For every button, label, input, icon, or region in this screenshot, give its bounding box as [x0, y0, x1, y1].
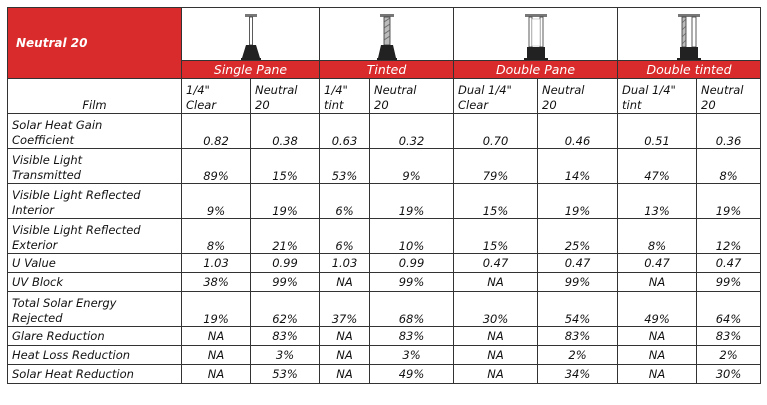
double-tinted-glass-icon	[674, 14, 704, 60]
table-cell: 0.36	[697, 114, 761, 149]
double-tinted-icon-cell	[618, 8, 761, 61]
tinted-icon-cell	[320, 8, 454, 61]
table-cell: 0.82	[182, 114, 251, 149]
table-cell: 0.51	[618, 114, 697, 149]
table-cell: 9%	[182, 184, 251, 219]
table-cell: NA	[320, 365, 370, 384]
table-cell: 34%	[538, 365, 618, 384]
film-label: Film	[8, 79, 182, 114]
row-label: Heat Loss Reduction	[8, 346, 182, 365]
group-double-pane: Double Pane	[454, 61, 618, 79]
table-row	[8, 149, 761, 184]
tinted-glass-icon	[374, 14, 400, 60]
table-cell: 0.47	[454, 254, 538, 273]
table-cell: 83%	[697, 327, 761, 346]
table-row	[8, 114, 761, 149]
table-cell: 3%	[370, 346, 454, 365]
table-cell: 53%	[320, 149, 370, 184]
table-cell: 19%	[538, 184, 618, 219]
table-cell: 99%	[370, 273, 454, 292]
table-cell: 8%	[618, 219, 697, 254]
table-cell: NA	[618, 327, 697, 346]
table-row	[8, 273, 761, 292]
table-cell: 30%	[697, 365, 761, 384]
table-cell: 83%	[251, 327, 320, 346]
header-image-row	[8, 8, 761, 61]
table-cell: NA	[320, 273, 370, 292]
table-row	[8, 219, 761, 254]
table-cell: 21%	[251, 219, 320, 254]
column-header-row	[8, 79, 761, 114]
table-cell: 0.70	[454, 114, 538, 149]
table-row	[8, 346, 761, 365]
table-row	[8, 292, 761, 327]
table-cell: 0.32	[370, 114, 454, 149]
column-header: Neutral 20	[370, 79, 454, 114]
table-cell: 6%	[320, 184, 370, 219]
table-cell: 19%	[370, 184, 454, 219]
group-tinted: Tinted	[320, 61, 454, 79]
spec-table-wrapper	[7, 7, 761, 384]
table-cell: 8%	[182, 219, 251, 254]
double-pane-glass-icon	[521, 14, 551, 60]
table-cell: 68%	[370, 292, 454, 327]
row-label: UV Block	[8, 273, 182, 292]
row-label: Solar Heat Reduction	[8, 365, 182, 384]
row-label: Visible Light Reflected Exterior	[8, 219, 182, 254]
table-cell: 15%	[454, 219, 538, 254]
table-cell: 12%	[697, 219, 761, 254]
table-cell: 19%	[697, 184, 761, 219]
table-cell: NA	[182, 346, 251, 365]
table-cell: 79%	[454, 149, 538, 184]
table-row	[8, 254, 761, 273]
table-cell: NA	[618, 365, 697, 384]
table-cell: 10%	[370, 219, 454, 254]
table-cell: NA	[454, 346, 538, 365]
table-cell: 0.47	[618, 254, 697, 273]
table-cell: NA	[182, 365, 251, 384]
table-cell: 13%	[618, 184, 697, 219]
table-cell: 0.99	[370, 254, 454, 273]
table-row	[8, 327, 761, 346]
table-cell: 14%	[538, 149, 618, 184]
table-cell: 38%	[182, 273, 251, 292]
table-cell: 1.03	[182, 254, 251, 273]
row-label: U Value	[8, 254, 182, 273]
table-cell: NA	[454, 365, 538, 384]
table-cell: 19%	[182, 292, 251, 327]
table-cell: 47%	[618, 149, 697, 184]
row-label: Total Solar Energy Rejected	[8, 292, 182, 327]
table-cell: 99%	[697, 273, 761, 292]
table-cell: 2%	[697, 346, 761, 365]
table-cell: 49%	[618, 292, 697, 327]
row-label: Solar Heat Gain Coefficient	[8, 114, 182, 149]
single-pane-glass-icon	[238, 14, 264, 60]
column-header: Neutral 20	[251, 79, 320, 114]
row-label: Visible Light Reflected Interior	[8, 184, 182, 219]
table-row	[8, 184, 761, 219]
double-pane-icon-cell	[454, 8, 618, 61]
table-cell: NA	[320, 327, 370, 346]
table-cell: 15%	[454, 184, 538, 219]
table-title: Neutral 20	[8, 8, 182, 79]
table-row	[8, 365, 761, 384]
table-cell: 25%	[538, 219, 618, 254]
column-header: Neutral 20	[538, 79, 618, 114]
table-cell: 3%	[251, 346, 320, 365]
table-cell: 0.46	[538, 114, 618, 149]
group-double-tinted: Double tinted	[618, 61, 761, 79]
spec-table	[7, 7, 761, 384]
table-cell: 64%	[697, 292, 761, 327]
table-cell: NA	[618, 273, 697, 292]
column-header: Dual 1/4" tint	[618, 79, 697, 114]
table-cell: 0.99	[251, 254, 320, 273]
table-cell: 0.63	[320, 114, 370, 149]
column-header: Neutral 20	[697, 79, 761, 114]
table-cell: 30%	[454, 292, 538, 327]
table-cell: 99%	[538, 273, 618, 292]
table-cell: NA	[320, 346, 370, 365]
table-cell: 1.03	[320, 254, 370, 273]
table-cell: 2%	[538, 346, 618, 365]
table-cell: 99%	[251, 273, 320, 292]
row-label: Glare Reduction	[8, 327, 182, 346]
table-cell: NA	[454, 327, 538, 346]
table-cell: 53%	[251, 365, 320, 384]
table-cell: 89%	[182, 149, 251, 184]
column-header: 1/4" tint	[320, 79, 370, 114]
table-cell: 0.47	[538, 254, 618, 273]
column-header: Dual 1/4" Clear	[454, 79, 538, 114]
single-pane-icon-cell	[182, 8, 320, 61]
table-cell: 37%	[320, 292, 370, 327]
table-cell: 0.38	[251, 114, 320, 149]
table-cell: 62%	[251, 292, 320, 327]
group-single-pane: Single Pane	[182, 61, 320, 79]
table-cell: 0.47	[697, 254, 761, 273]
table-cell: 8%	[697, 149, 761, 184]
table-cell: 6%	[320, 219, 370, 254]
table-cell: NA	[454, 273, 538, 292]
row-label: Visible Light Transmitted	[8, 149, 182, 184]
table-cell: 15%	[251, 149, 320, 184]
column-header: 1/4" Clear	[182, 79, 251, 114]
table-cell: 49%	[370, 365, 454, 384]
table-cell: 19%	[251, 184, 320, 219]
table-cell: 83%	[370, 327, 454, 346]
table-cell: NA	[182, 327, 251, 346]
table-cell: NA	[618, 346, 697, 365]
table-cell: 83%	[538, 327, 618, 346]
table-cell: 9%	[370, 149, 454, 184]
table-cell: 54%	[538, 292, 618, 327]
